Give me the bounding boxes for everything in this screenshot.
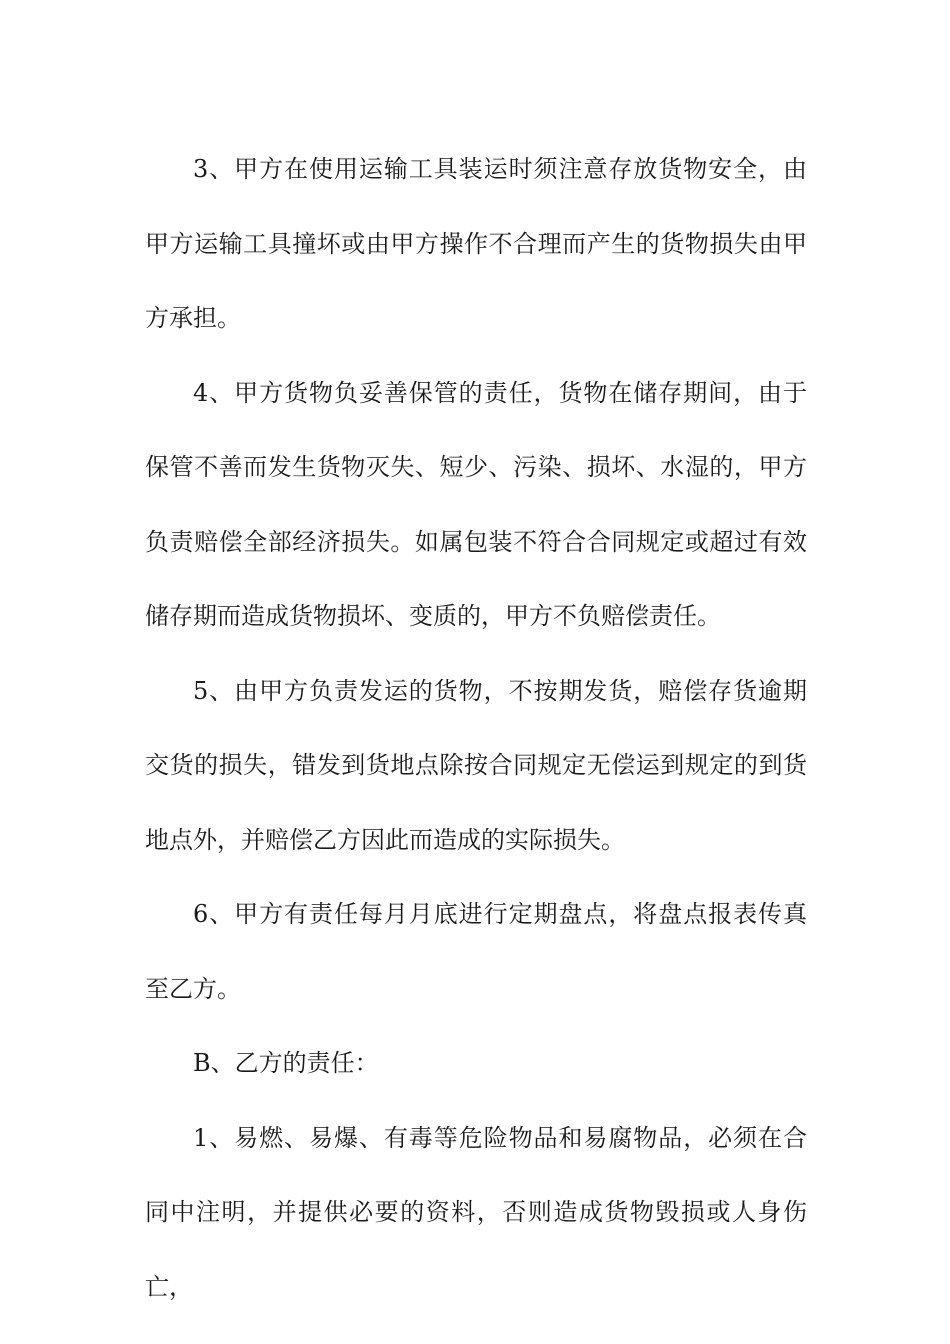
paragraph-clause-3: 3、甲方在使用运输工具装运时须注意存放货物安全，由甲方运输工具撞坏或由甲方操作不合理而产生的货物损失由甲方承担。 [145,155,807,332]
paragraph-clause-4: 4、甲方货物负妥善保管的责任，货物在储存期间，由于保管不善而发生货物灭失、短少、污染、损坏、水湿的，甲方负责赔偿全部经济损失。如属包装不符合合同规定或超过有效储存期而造成货物损坏、变质的，甲方不负赔偿责任。 [145,378,807,630]
paragraph-party-b-clause-1: 1、易燃、易爆、有毒等危险物品和易腐物品，必须在合同中注明，并提供必要的资料，否则造成货物毁损或人身伤亡， [145,1123,807,1301]
paragraph-clause-5: 5、由甲方负责发运的货物，不按期发货，赔偿存货逾期交货的损失，错发到货地点除按合同规定无偿运到规定的到货地点外，并赔偿乙方因此而造成的实际损失。 [145,676,807,854]
document-body [145,132,807,1324]
section-heading-party-b: B、乙方的责任： [193,1049,379,1077]
paragraph-clause-6: 6、甲方有责任每月月底进行定期盘点，将盘点报表传真至乙方。 [145,900,807,1003]
